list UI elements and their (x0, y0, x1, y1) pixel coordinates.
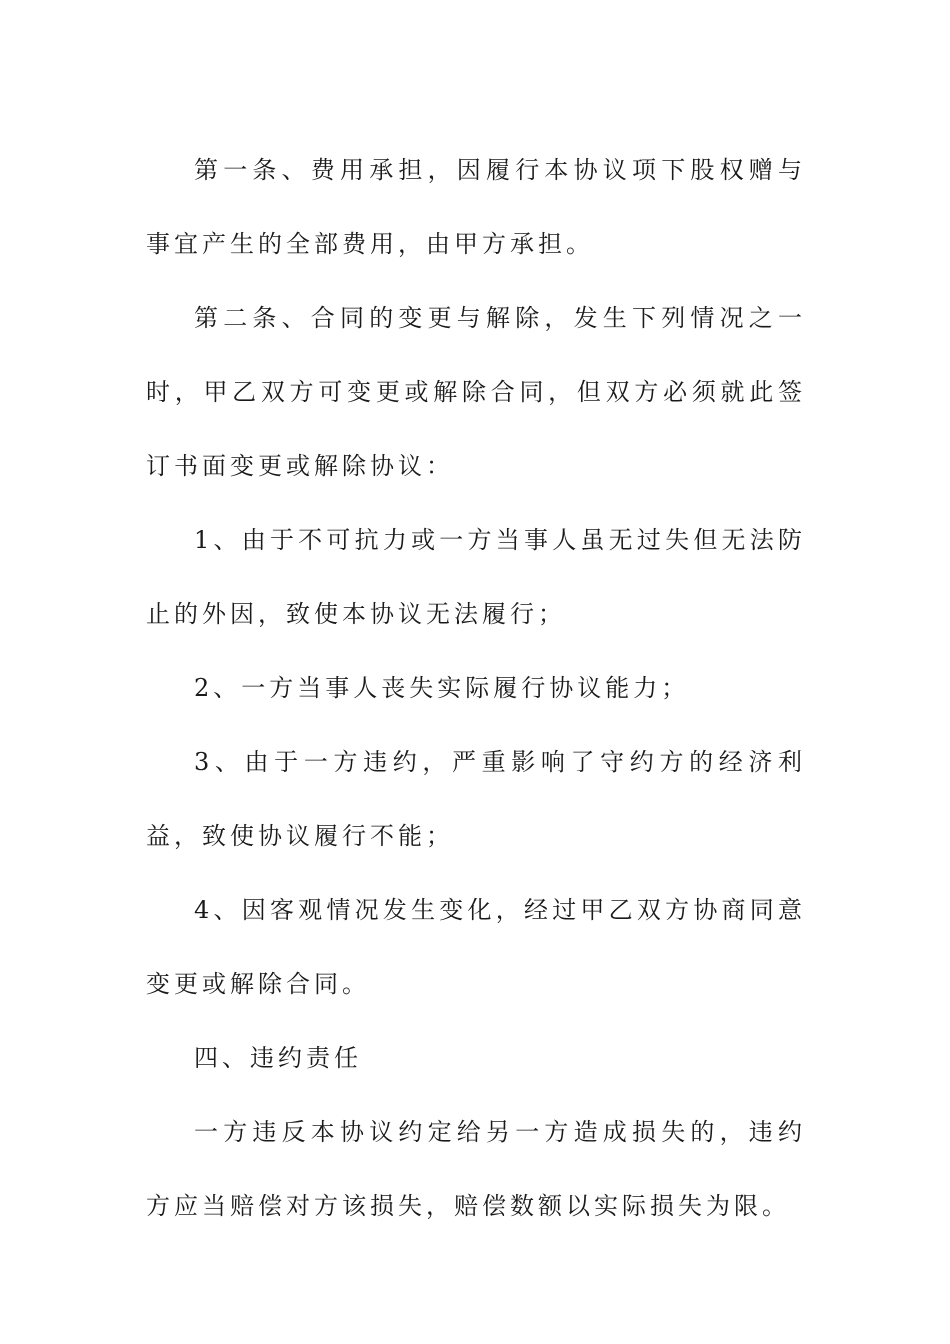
clause-change-termination: 第二条、合同的变更与解除，发生下列情况之一时，甲乙双方可变更或解除合同，但双方必须就此签订书面变更或解除协议： (146, 304, 806, 480)
list-item: 2、一方当事人丧失实际履行协议能力； (194, 674, 690, 702)
clause-liability: 一方违反本协议约定给另一方造成损失的，违约方应当赔偿对方该损失，赔偿数额以实际损失为限。 (146, 1118, 806, 1220)
list-item: 3、由于一方违约，严重影响了守约方的经济利益，致使协议履行不能； (146, 748, 806, 850)
document-body (146, 133, 806, 1243)
section-heading: 四、违约责任 (194, 1044, 362, 1072)
list-item: 1、由于不可抗力或一方当事人虽无过失但无法防止的外因，致使本协议无法履行； (146, 526, 806, 628)
list-item: 4、因客观情况发生变化，经过甲乙双方协商同意变更或解除合同。 (146, 896, 806, 998)
clause-expense-bearing: 第一条、费用承担，因履行本协议项下股权赠与事宜产生的全部费用，由甲方承担。 (146, 156, 806, 258)
